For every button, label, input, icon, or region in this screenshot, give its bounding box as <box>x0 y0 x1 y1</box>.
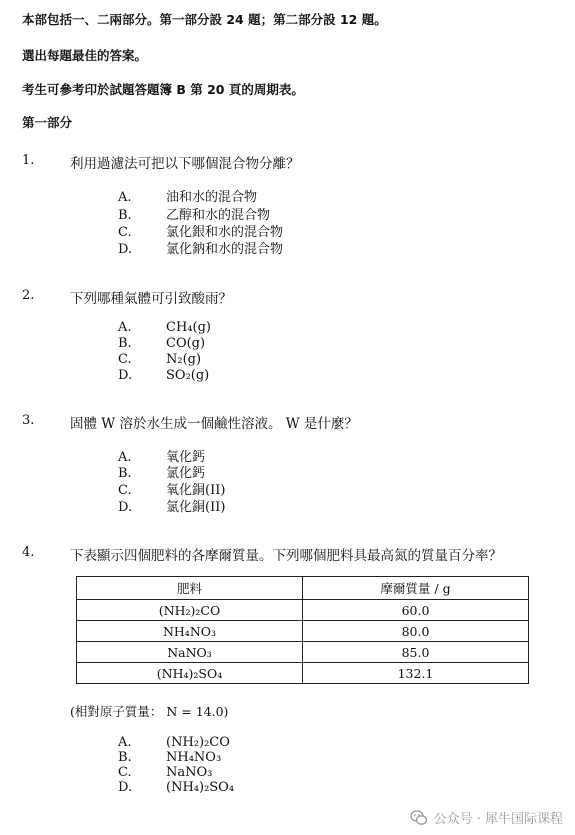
table-cell-molar-mass: 80.0 <box>303 621 529 642</box>
watermark-text: 公众号 · 犀牛国际课程 <box>433 812 563 827</box>
question-3-option-d[interactable] <box>118 496 225 515</box>
option-label: B. <box>118 208 132 223</box>
intro-parts-line: 本部包括一、二兩部分。第一部分設 24 題；第二部分設 12 題。 <box>22 12 387 27</box>
question-2-text: 下列哪種氣體可引致酸雨？ <box>70 291 232 307</box>
option-label: A. <box>118 735 132 750</box>
option-text: CH₄(g) <box>166 320 211 335</box>
option-text: 氧化鈣 <box>166 450 206 465</box>
intro-periodic-table-line: 考生可參考印於試題答題簿 B 第 20 頁的周期表。 <box>22 82 304 97</box>
fertilizer-molar-mass-table <box>76 576 529 684</box>
table-row <box>77 663 529 684</box>
option-label: C. <box>118 352 132 367</box>
option-label: D. <box>118 780 133 795</box>
question-3-text: 固體 W 溶於水生成一個鹼性溶液。 W 是什麼？ <box>70 416 358 432</box>
table-row <box>77 600 529 621</box>
option-text: (NH₂)₂CO <box>166 735 230 750</box>
option-label: D. <box>118 242 133 257</box>
option-text: NH₄NO₃ <box>166 750 222 765</box>
option-text: NaNO₃ <box>166 765 213 780</box>
option-label: A. <box>118 450 132 465</box>
question-4-number: 4. <box>22 545 35 560</box>
option-text: 氯化銀和水的混合物 <box>166 225 284 240</box>
option-label: A. <box>118 320 132 335</box>
option-label: C. <box>118 483 132 498</box>
table-header-fertilizer: 肥料 <box>77 577 303 600</box>
table-cell-molar-mass: 60.0 <box>303 600 529 621</box>
table-row <box>77 642 529 663</box>
option-text: 氯化鈉和水的混合物 <box>166 242 284 257</box>
question-2-option-b[interactable] <box>118 336 205 351</box>
question-4-option-a[interactable] <box>118 735 230 750</box>
question-2-option-d[interactable] <box>118 368 209 383</box>
question-4-option-b[interactable] <box>118 750 221 765</box>
question-4-text: 下表顯示四個肥料的各摩爾質量。下列哪個肥料具最高氮的質量百分率？ <box>70 548 502 564</box>
table-cell-fertilizer: NaNO₃ <box>77 642 303 663</box>
option-text: CO(g) <box>166 336 206 351</box>
section-heading: 第一部分 <box>22 115 73 130</box>
question-1-text: 利用過濾法可把以下哪個混合物分離？ <box>70 156 300 172</box>
table-row <box>77 621 529 642</box>
option-label: C. <box>118 765 132 780</box>
table-header-row <box>77 577 529 600</box>
question-1-option-a[interactable] <box>118 186 257 205</box>
option-label: A. <box>118 190 132 205</box>
table-cell-fertilizer: NH₄NO₃ <box>77 621 303 642</box>
option-label: B. <box>118 750 132 765</box>
question-2-option-c[interactable] <box>118 352 201 367</box>
table-header-molar-mass: 摩爾質量 / g <box>303 577 529 600</box>
table-cell-fertilizer: (NH₄)₂SO₄ <box>77 663 303 684</box>
relative-atomic-mass-note: (相對原子質量： N = 14.0) <box>70 704 229 719</box>
option-text: N₂(g) <box>166 352 202 367</box>
question-4-option-c[interactable] <box>118 765 212 780</box>
option-label: B. <box>118 466 132 481</box>
wechat-icon <box>410 809 428 827</box>
table-cell-molar-mass: 132.1 <box>303 663 529 684</box>
option-text: 油和水的混合物 <box>166 190 258 205</box>
option-label: D. <box>118 500 133 515</box>
option-text: SO₂(g) <box>166 368 210 383</box>
option-text: 乙醇和水的混合物 <box>166 208 271 223</box>
option-text: 氧化銅(II) <box>166 483 226 498</box>
question-2-option-a[interactable] <box>118 320 211 335</box>
question-4-option-d[interactable] <box>118 780 234 795</box>
option-label: D. <box>118 368 133 383</box>
option-label: C. <box>118 225 132 240</box>
watermark <box>410 808 563 827</box>
question-3-number: 3. <box>22 413 35 428</box>
question-1-number: 1. <box>22 153 35 168</box>
table-cell-fertilizer: (NH₂)₂CO <box>77 600 303 621</box>
question-2-number: 2. <box>22 288 35 303</box>
option-label: B. <box>118 336 132 351</box>
table-cell-molar-mass: 85.0 <box>303 642 529 663</box>
option-text: 氯化鈣 <box>166 466 206 481</box>
option-text: (NH₄)₂SO₄ <box>166 780 235 795</box>
option-text: 氯化銅(II) <box>166 500 226 515</box>
intro-instruction-line: 選出每題最佳的答案。 <box>22 48 148 63</box>
question-1-option-d[interactable] <box>118 238 283 257</box>
